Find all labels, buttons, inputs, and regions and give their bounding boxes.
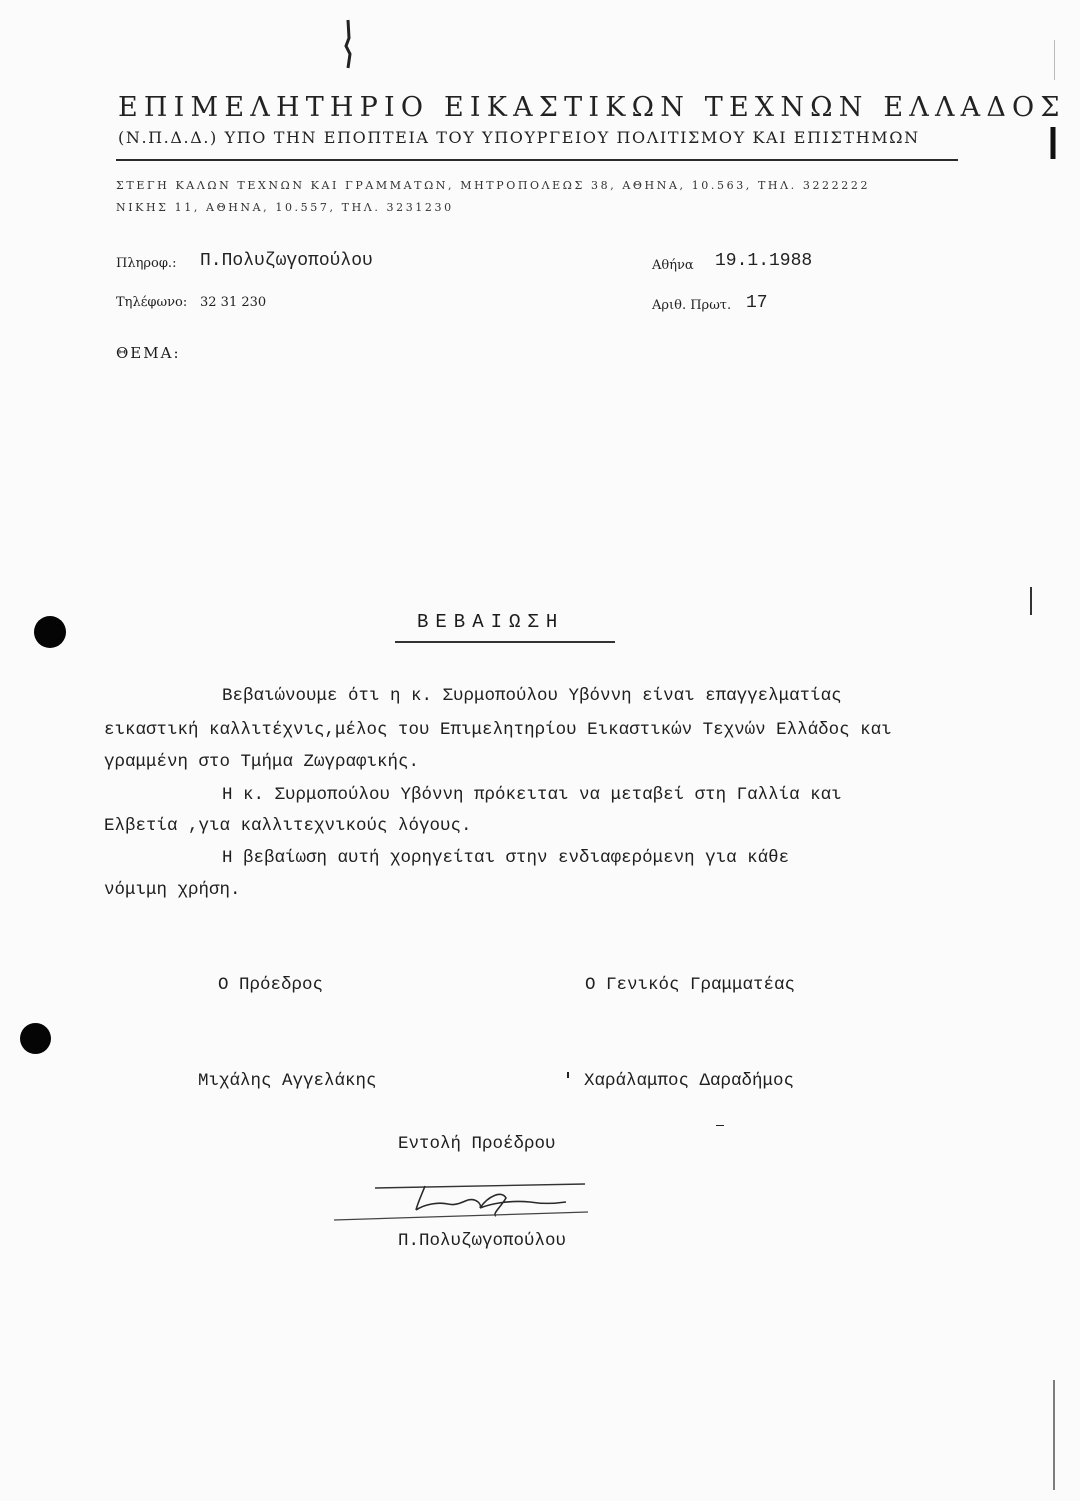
secretary-title: Ο Γενικός Γραμματέας: [585, 975, 796, 995]
info-label: Πληροφ.:: [116, 256, 177, 271]
address-line-1: ΣΤΕΓΗ ΚΑΛΩΝ ΤΕΧΝΩΝ ΚΑΙ ΓΡΑΜΜΑΤΩΝ, ΜΗΤΡΟΠΟΛΕΩΣ 38, ΑΘΗΝΑ, 10.563, ΤΗΛ. 3222222: [116, 179, 871, 192]
date-value: 19.1.1988: [715, 251, 813, 271]
scan-edge: [1054, 40, 1055, 80]
handwritten-signature: [330, 1180, 600, 1230]
body-line-4: Η κ. Συρμοπούλου Υβόννη πρόκειται να μεταβεί στη Γαλλία και: [222, 785, 842, 805]
signer-name: Π.Πολυζωγοπούλου: [398, 1231, 567, 1251]
document-title: ΒΕΒΑΙΩΣΗ: [417, 611, 565, 633]
scan-speck: [716, 1125, 724, 1126]
phone-label: Τηλέφωνο:: [116, 295, 188, 310]
scan-edge: [1050, 1380, 1058, 1490]
body-line-7: νόμιμη χρήση.: [104, 880, 241, 900]
body-line-2: εικαστική καλλιτέχνις,μέλος του Επιμελητηρίου Εικαστικών Τεχνών Ελλάδος και: [104, 720, 892, 740]
body-line-3: γραμμένη στο Τμήμα Ζωγραφικής.: [104, 752, 420, 772]
body-line-5: Ελβετία ,για καλλιτεχνικούς λόγους.: [104, 816, 472, 836]
scan-mark: [1045, 125, 1061, 165]
secretary-name: Χαράλαμπος Δαραδήμος: [584, 1071, 795, 1091]
organization-subtitle: (Ν.Π.Δ.Δ.) ΥΠΟ ΤΗΝ ΕΠΟΠΤΕΙΑ ΤΟΥ ΥΠΟΥΡΓΕΙΟΥ ΠΟΛΙΤΙΣΜΟΥ ΚΑΙ ΕΠΙΣΤΗΜΩΝ: [118, 128, 920, 147]
address-line-2: ΝΙΚΗΣ 11, ΑΘΗΝΑ, 10.557, ΤΗΛ. 3231230: [116, 201, 454, 214]
president-title: Ο Πρόεδρος: [218, 975, 324, 995]
scan-mark: [1026, 585, 1036, 619]
body-line-1: Βεβαιώνουμε ότι η κ. Συρμοπούλου Υβόννη είναι επαγγελματίας: [222, 686, 842, 706]
order-label: Εντολή Προέδρου: [398, 1134, 556, 1154]
organization-name: ΕΠΙΜΕΛΗΤΗΡΙΟ ΕΙΚΑΣΤΙΚΩΝ ΤΕΧΝΩΝ ΕΛΛΑΔΟΣ: [118, 92, 1066, 123]
subject-label: ΘΕΜΑ:: [116, 344, 181, 362]
protocol-value: 17: [746, 293, 768, 313]
punch-hole: [34, 616, 66, 648]
scan-speck: [567, 1072, 569, 1078]
letterhead-divider: [116, 159, 958, 161]
title-underline: [395, 641, 615, 643]
city-label: Αθήνα: [652, 258, 694, 273]
president-name: Μιχάλης Αγγελάκης: [198, 1071, 377, 1091]
protocol-label: Αριθ. Πρωτ.: [652, 298, 732, 313]
punch-hole: [20, 1023, 51, 1054]
scan-mark: [336, 18, 360, 70]
body-line-6: Η βεβαίωση αυτή χορηγείται στην ενδιαφερόμενη για κάθε: [222, 848, 790, 868]
phone-value: 32 31 230: [200, 295, 267, 310]
info-value: Π.Πολυζωγοπούλου: [200, 251, 373, 271]
